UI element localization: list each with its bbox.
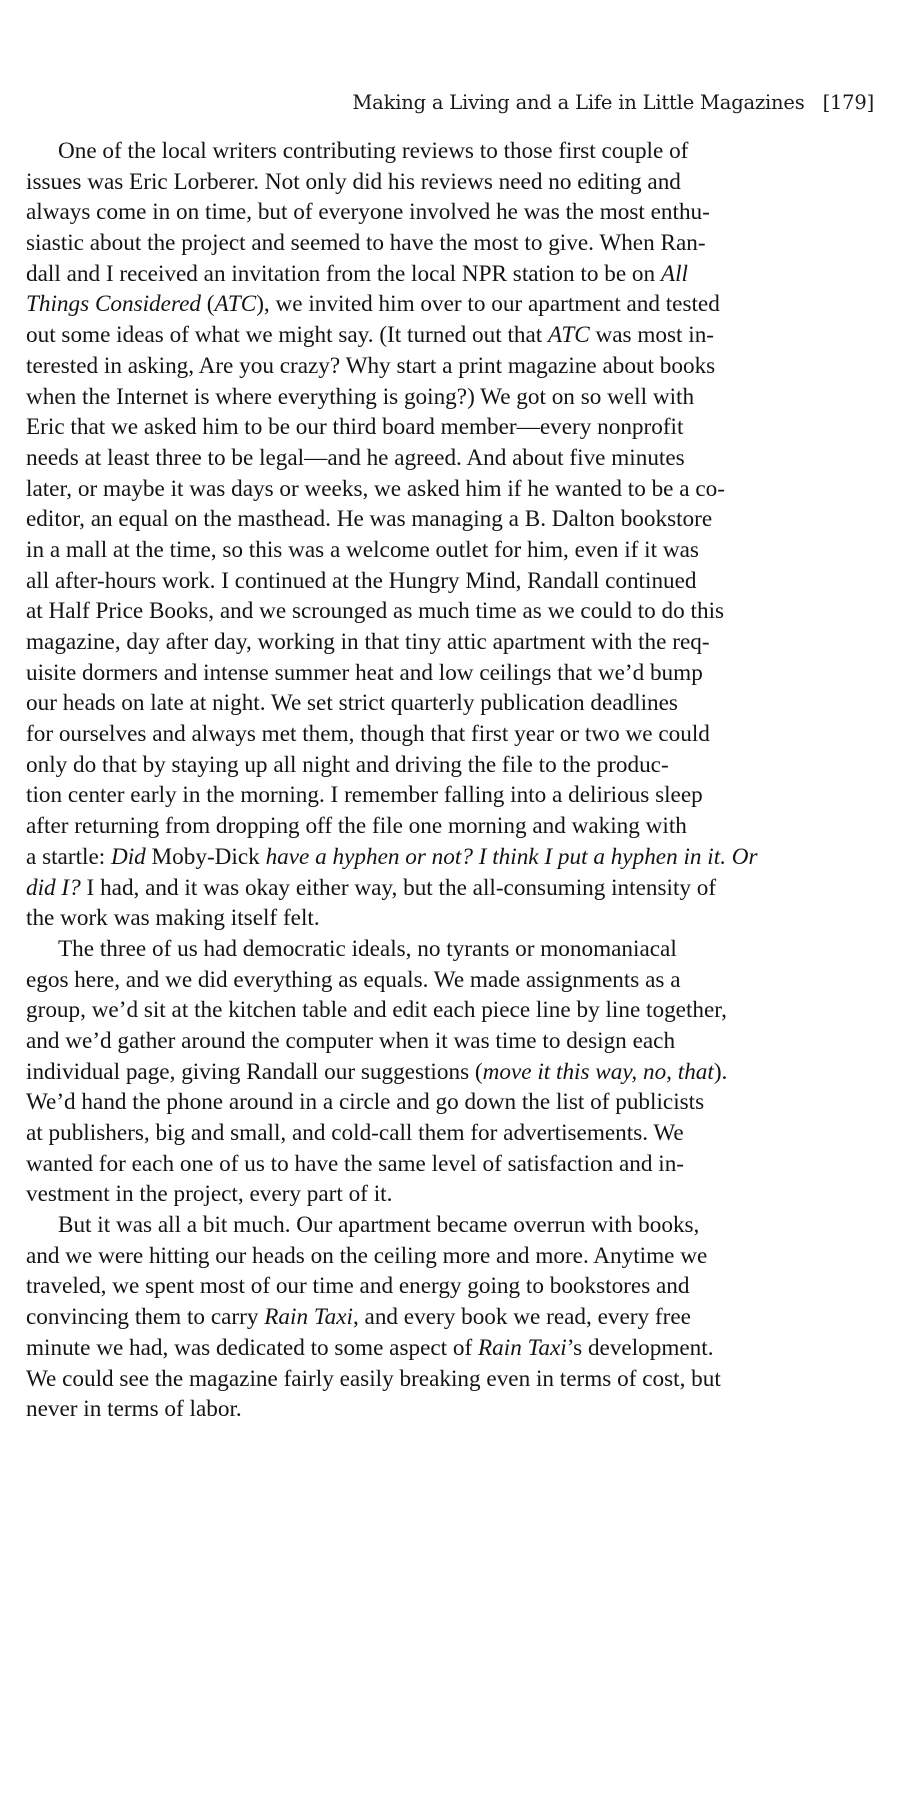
text-run: The three of us had democratic ideals, no tyrants or monomaniacal (58, 935, 677, 962)
text-line (26, 1118, 874, 1149)
text-run: uisite dormers and intense summer heat and low ceilings that we’d bump (26, 659, 703, 686)
text-line (26, 535, 874, 566)
text-line (26, 259, 874, 290)
text-line (26, 443, 874, 474)
text-line (26, 1026, 874, 1057)
text-line (26, 197, 874, 228)
text-line (26, 167, 874, 198)
text-run: when the Internet is where everything is going?) We got on so well with (26, 383, 695, 410)
text-line (26, 320, 874, 351)
text-run: out some ideas of what we might say. (It turned out that (26, 322, 549, 349)
text-line (26, 474, 874, 505)
text-line (26, 1149, 874, 1180)
text-line (26, 903, 874, 934)
text-run: magazine, day after day, working in that tiny attic apartment with the req- (26, 629, 710, 655)
paragraph (26, 934, 874, 1210)
text-line (26, 995, 874, 1026)
text-run: We could see the magazine fairly easily breaking even in terms of cost, but (26, 1365, 721, 1392)
italic-text: ATC (548, 322, 590, 349)
text-line (26, 351, 874, 382)
text-run: issues was Eric Lorberer. Not only did his reviews need no editing and (26, 168, 681, 195)
text-run: and we were hitting our heads on the ceiling more and more. Anytime we (26, 1242, 708, 1269)
text-run: only do that by staying up all night and driving the file to the produc- (26, 751, 669, 778)
text-line (26, 780, 874, 811)
text-line (26, 289, 874, 320)
text-line (26, 965, 874, 996)
text-run: traveled, we spent most of our time and energy going to bookstores and (26, 1273, 690, 1300)
text-line (26, 842, 874, 873)
text-line (26, 1241, 874, 1272)
text-line (26, 412, 874, 443)
text-line (26, 1179, 874, 1210)
italic-text: All (660, 260, 688, 287)
text-line (26, 750, 874, 781)
text-run: our heads on late at night. We set strict quarterly publication deadlines (26, 690, 678, 717)
text-line (26, 504, 874, 535)
text-run: in a mall at the time, so this was a welcome outlet for him, even if it was (26, 536, 699, 563)
text-run: never in terms of labor. (26, 1396, 242, 1423)
text-run: and we’d gather around the computer when it was time to design each (26, 1027, 676, 1054)
italic-text: Rain Taxi (478, 1334, 567, 1361)
text-line (26, 596, 874, 627)
text-run: vestment in the project, every part of it. (26, 1181, 393, 1208)
text-run: terested in asking, Are you crazy? Why start a print magazine about books (26, 352, 716, 379)
text-run: was most in- (589, 322, 715, 349)
text-run: group, we’d sit at the kitchen table and edit each piece line by line together, (26, 997, 727, 1024)
text-run: We’d hand the phone around in a circle and go down the list of publicists (26, 1089, 705, 1116)
text-line (26, 658, 874, 689)
text-run: convincing them to carry (26, 1304, 265, 1331)
text-run: minute we had, was dedicated to some aspect of (26, 1334, 478, 1361)
italic-text: ATC (214, 291, 257, 318)
text-run: ), we invited him over to our apartment and tested (256, 291, 720, 318)
text-line (26, 566, 874, 597)
text-run: egos here, and we did everything as equals. We made assignments as a (26, 966, 681, 993)
text-run: always come in on time, but of everyone involved he was the most enthu- (26, 199, 710, 226)
text-run: later, or maybe it was days or weeks, we asked him if he wanted to be a co- (26, 475, 725, 502)
text-run: needs at least three to be legal—and he agreed. And about five minutes (26, 444, 685, 471)
text-line (26, 1057, 874, 1088)
italic-text: Things Considered (26, 291, 201, 318)
running-header (352, 91, 874, 114)
text-run: Moby-Dick (145, 843, 266, 870)
text-line (26, 1333, 874, 1364)
text-run: , and every book we read, every free (352, 1304, 691, 1331)
italic-text: Did (110, 843, 146, 870)
italic-text: move it this way, no, that (482, 1058, 714, 1085)
running-header-title: Making a Living and a Life in Little Magazines (352, 91, 805, 114)
text-run: ( (201, 291, 215, 318)
text-run: dall and I received an invitation from the local NPR station to be on (26, 260, 661, 287)
text-line (26, 1394, 874, 1425)
text-run: ’s development. (566, 1334, 714, 1361)
text-line (26, 1302, 874, 1333)
text-line (26, 1271, 874, 1302)
paragraph (26, 136, 874, 934)
body-text (26, 136, 874, 1425)
text-line (26, 873, 874, 904)
text-line (26, 1087, 874, 1118)
text-run: for ourselves and always met them, though that first year or two we could (26, 721, 710, 748)
text-run: I had, and it was okay either way, but the all-consuming intensity of (80, 874, 717, 901)
text-run: a startle: (26, 843, 111, 870)
text-run: editor, an equal on the masthead. He was managing a B. Dalton bookstore (26, 506, 713, 533)
text-line (26, 811, 874, 842)
text-run: tion center early in the morning. I remember falling into a delirious sleep (26, 782, 703, 809)
text-run: One of the local writers contributing reviews to those first couple of (58, 138, 689, 164)
text-line (26, 627, 874, 658)
italic-text: Rain Taxi (264, 1304, 353, 1331)
page-number: [179] (822, 91, 874, 114)
text-run: after returning from dropping off the file one morning and waking with (26, 813, 687, 840)
text-line (26, 688, 874, 719)
text-run: individual page, giving Randall our suggestions ( (26, 1058, 483, 1085)
text-run: But it was all a bit much. Our apartment became overrun with books, (58, 1212, 700, 1239)
italic-text: did I? (26, 874, 81, 901)
text-run: ). (713, 1058, 728, 1085)
text-run: all after-hours work. I continued at the Hungry Mind, Randall continued (26, 567, 697, 594)
text-line (26, 1210, 874, 1241)
text-line (26, 382, 874, 413)
text-run: Eric that we asked him to be our third board member—every nonprofit (26, 414, 684, 441)
text-run: wanted for each one of us to have the same level of satisfaction and in- (26, 1150, 685, 1177)
text-run: siastic about the project and seemed to have the most to give. When Ran- (26, 230, 706, 257)
paragraph (26, 1210, 874, 1425)
text-run: the work was making itself felt. (26, 905, 320, 932)
text-line (26, 719, 874, 750)
text-run: at Half Price Books, and we scrounged as much time as we could to do this (26, 598, 725, 625)
text-run: at publishers, big and small, and cold-call them for advertisements. We (26, 1120, 684, 1146)
text-line (26, 228, 874, 259)
italic-text: have a hyphen or not? I think I put a hyphen in it. Or (265, 843, 758, 870)
text-line (26, 136, 874, 167)
text-line (26, 934, 874, 965)
text-line (26, 1364, 874, 1395)
